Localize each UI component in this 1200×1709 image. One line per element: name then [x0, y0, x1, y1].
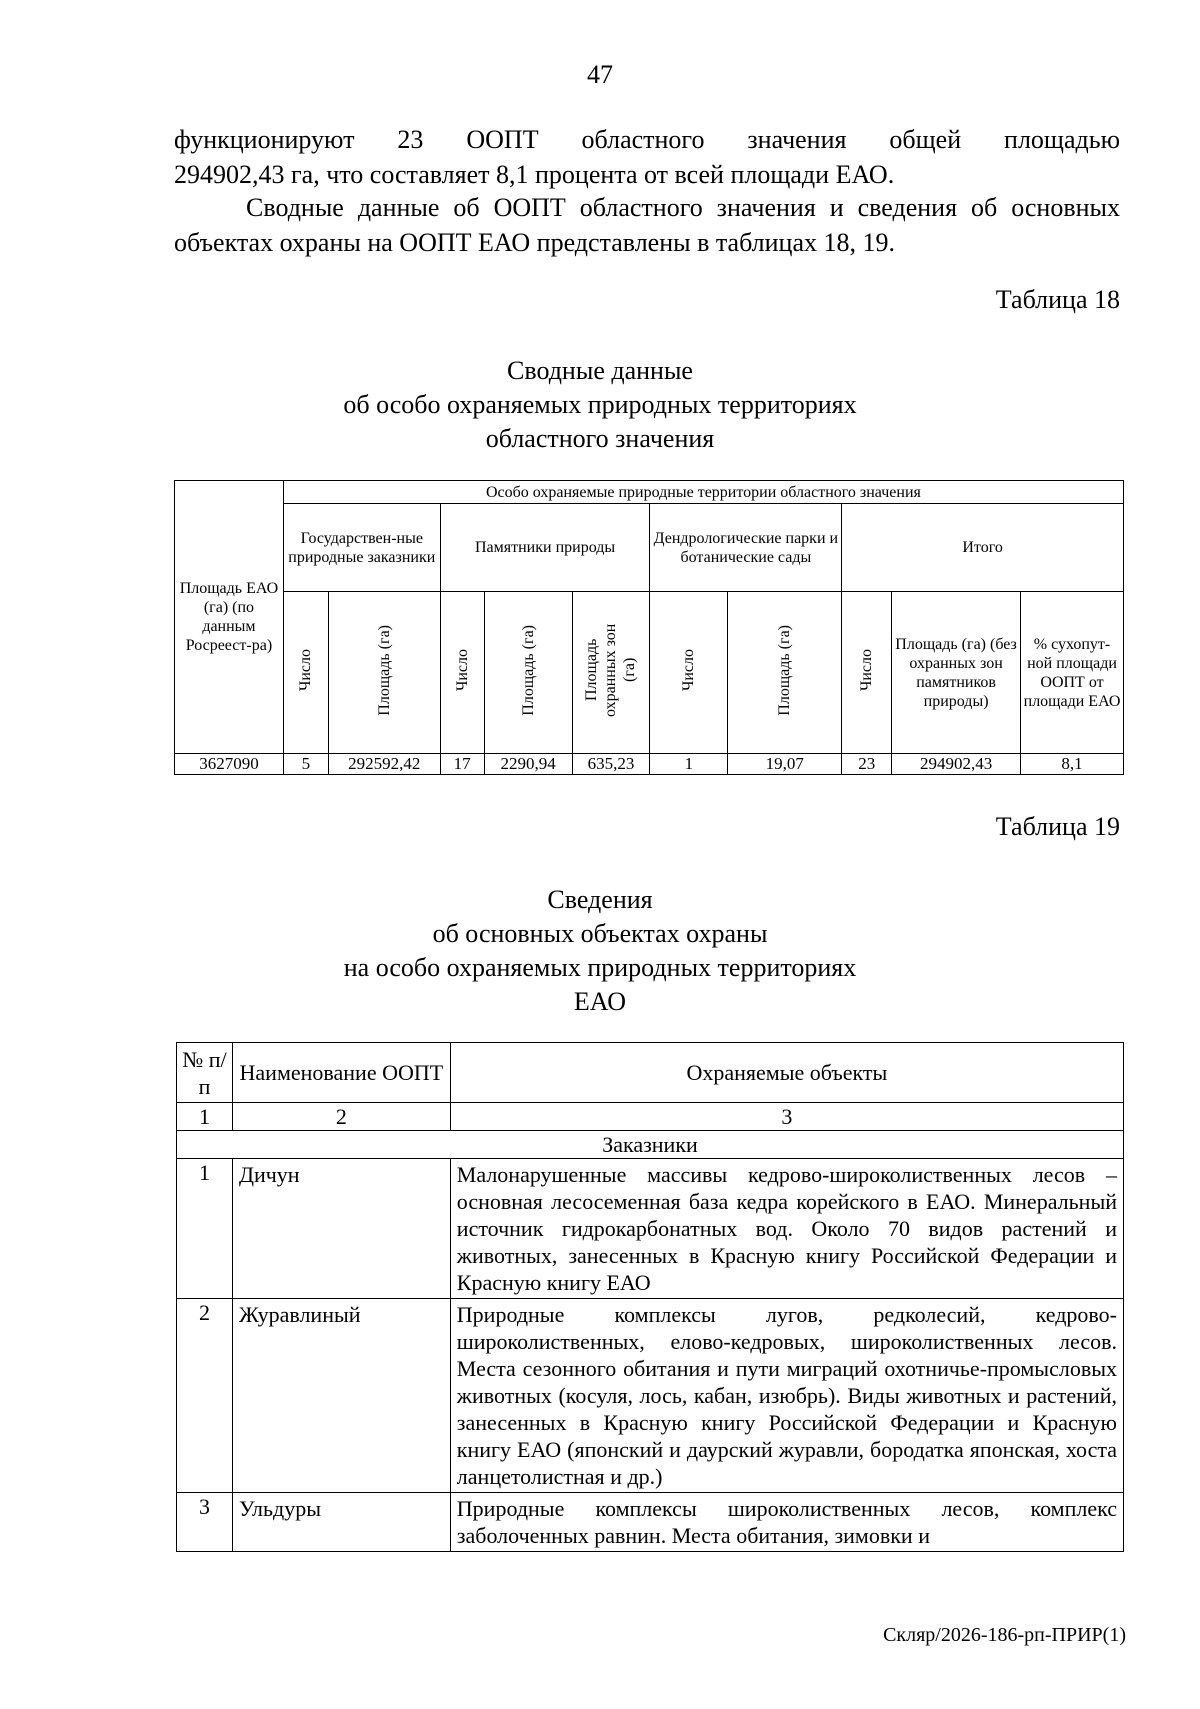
table-cell: 17 [440, 754, 484, 775]
header-name: Наименование ООПТ [232, 1043, 450, 1103]
col-zakazniki-area: Площадь (га) [328, 592, 440, 754]
table-cell: 23 [842, 754, 892, 775]
table-18 [174, 480, 1124, 775]
paragraph-1 [174, 122, 1120, 192]
row-objects: Природные комплексы широколиственных лесов, комплекс заболоченных равнин. Места обитания, зимовки и [450, 1493, 1123, 1552]
row-objects: Природные комплексы лугов, редколесий, кедрово-широколиственных, елово-кедровых, широколиственных лесов. Места сезонного обитания и пути миграций охотничье-промысловых животных (косуля, лось, кабан, изюбрь). Виды животных и растений, занесенных в Красную книгу Российской Федерации и Красную книгу ЕАО (японский и даурский журавли, бородатка японская, хоста ланцетолистная и др.) [450, 1299, 1123, 1493]
table-row [175, 754, 1124, 775]
header-objects: Охраняемые объекты [450, 1043, 1123, 1103]
table-19-title-line: ЕАО [573, 987, 627, 1016]
table-19-title-line: об основных объектах охраны [432, 919, 768, 948]
col-zakazniki-number: Число [283, 592, 328, 754]
table-18-label: Таблица 18 [995, 285, 1120, 314]
table-18-title [0, 354, 1200, 456]
table-row [177, 1159, 1124, 1299]
header-eao-area: Площадь ЕАО (га) (по данным Росреест-ра) [175, 481, 284, 754]
column-number: 2 [232, 1103, 450, 1131]
table-cell: 635,23 [572, 754, 650, 775]
col-pamyatniki-area: Площадь (га) [484, 592, 572, 754]
col-pamyatniki-number: Число [440, 592, 484, 754]
table-19-title [0, 883, 1200, 1019]
paragraph-1-line-1: функционируют 23 ООПТ областного значения общей площадью [174, 125, 1120, 154]
table-18-title-line: Сводные данные [507, 356, 693, 385]
row-number: 3 [177, 1493, 233, 1552]
col-itogo-percent: % сухопут-ной площади ООПТ от площади ЕАО [1021, 592, 1124, 754]
row-number: 2 [177, 1299, 233, 1493]
header-pamyatniki: Памятники природы [440, 504, 650, 592]
table-cell: 8,1 [1021, 754, 1124, 775]
row-name: Дичун [232, 1159, 450, 1299]
table-cell: 19,07 [728, 754, 842, 775]
paragraph-2-line-2: объектах охраны на ООПТ ЕАО представлены в таблицах 18, 19. [174, 228, 896, 257]
column-number: 1 [177, 1103, 233, 1131]
row-number: 1 [177, 1159, 233, 1299]
row-objects: Малонарушенные массивы кедрово-широколиственных лесов – основная лесосеменная база кедра корейского в ЕАО. Минеральный источник гидрокарбонатных вод. Около 70 видов растений и животных, занесенных в Красную книгу Российской Федерации и Красную книгу ЕАО [450, 1159, 1123, 1299]
header-num: № п/п [177, 1043, 233, 1103]
table-cell: 3627090 [175, 754, 284, 775]
row-name: Журавлиный [232, 1299, 450, 1493]
col-itogo-area: Площадь (га) (без охранных зон памятников природы) [892, 592, 1021, 754]
header-itogo: Итого [842, 504, 1124, 592]
row-name: Ульдуры [232, 1493, 450, 1552]
table-row [177, 1493, 1124, 1552]
table-18-title-line: областного значения [485, 424, 715, 453]
table-cell: 5 [283, 754, 328, 775]
table-19-title-line: на особо охраняемых природных территориях [343, 953, 857, 982]
table-cell: 1 [650, 754, 728, 775]
paragraph-1-line-2: 294902,43 га, что составляет 8,1 процента от всей площади ЕАО. [174, 160, 895, 189]
col-dendro-number: Число [650, 592, 728, 754]
header-zakazniki: Государствен-ные природные заказники [283, 504, 440, 592]
column-number-row [177, 1103, 1124, 1131]
table-19-title-line: Сведения [547, 885, 653, 914]
table-19 [176, 1042, 1124, 1552]
table-19-label: Таблица 19 [995, 812, 1120, 841]
table-row [177, 1299, 1124, 1493]
table-18-title-line: об особо охраняемых природных территориях [343, 390, 857, 419]
table-cell: 292592,42 [328, 754, 440, 775]
table-cell: 2290,94 [484, 754, 572, 775]
section-heading: Заказники [177, 1131, 1124, 1159]
header-oopt-group: Особо охраняемые природные территории областного значения [283, 481, 1123, 504]
col-itogo-number: Число [842, 592, 892, 754]
column-number: 3 [450, 1103, 1123, 1131]
paragraph-2 [174, 190, 1120, 260]
document-footer-code: Скляр/2026-186-рп-ПРИР(1) [883, 1624, 1126, 1646]
col-pamyatniki-buffer-area: Площадь охранных зон (га) [572, 592, 650, 754]
header-dendro: Дендрологические парки и ботанические сады [650, 504, 842, 592]
col-dendro-area: Площадь (га) [728, 592, 842, 754]
page-number: 47 [587, 60, 613, 89]
paragraph-2-line-1: Сводные данные об ООПТ областного значения и сведения об основных [246, 193, 1120, 222]
table-cell: 294902,43 [892, 754, 1021, 775]
